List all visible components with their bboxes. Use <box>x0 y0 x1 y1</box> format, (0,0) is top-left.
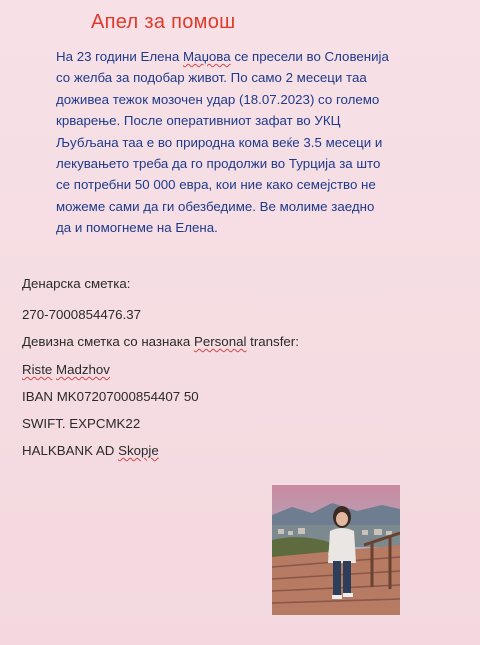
appeal-line: доживеа тежок мозочен удар (18.07.2023) со големо <box>56 91 380 107</box>
denar-account-label: Денарска сметка: <box>22 276 131 291</box>
account-holder: Riste Madzhov <box>22 362 110 377</box>
denar-account-number: 270-7000854476.37 <box>22 307 142 322</box>
appeal-text <box>56 46 436 239</box>
foreign-account-label: Девизна сметка со назнака Personal transfer: <box>22 334 299 349</box>
photo-of-elena <box>272 485 400 615</box>
iban: IBAN MK07207000854407 50 <box>22 389 199 404</box>
surname: Маџова <box>182 49 231 64</box>
appeal-line: Љубљана таа е во природна кома веќе 3.5 месеци и <box>56 134 383 150</box>
photo-illustration <box>272 485 400 615</box>
appeal-line: со желба за подобар живот. По само 2 месеци таа <box>56 70 367 86</box>
appeal-line: можеме сами да ги обезбедиме. Ве молиме заедно <box>56 198 375 214</box>
swift: SWIFT. EXPCMK22 <box>22 416 141 431</box>
appeal-line: лекувањето треба да го продолжи во Турција за што <box>56 156 381 172</box>
appeal-line: крварење. После оперативниот зафат во УКЦ <box>56 113 341 129</box>
flyer-title: Апел за помош <box>91 11 236 33</box>
appeal-line: да и помогнеме на Елена. <box>56 220 218 236</box>
appeal-line: се потребни 50 000 евра, кои ние како семејство не <box>56 177 376 193</box>
bank-name: HALKBANK AD Skopje <box>22 443 159 458</box>
appeal-line: На 23 години Елена Маџова се пресели во Словенија <box>56 49 389 64</box>
